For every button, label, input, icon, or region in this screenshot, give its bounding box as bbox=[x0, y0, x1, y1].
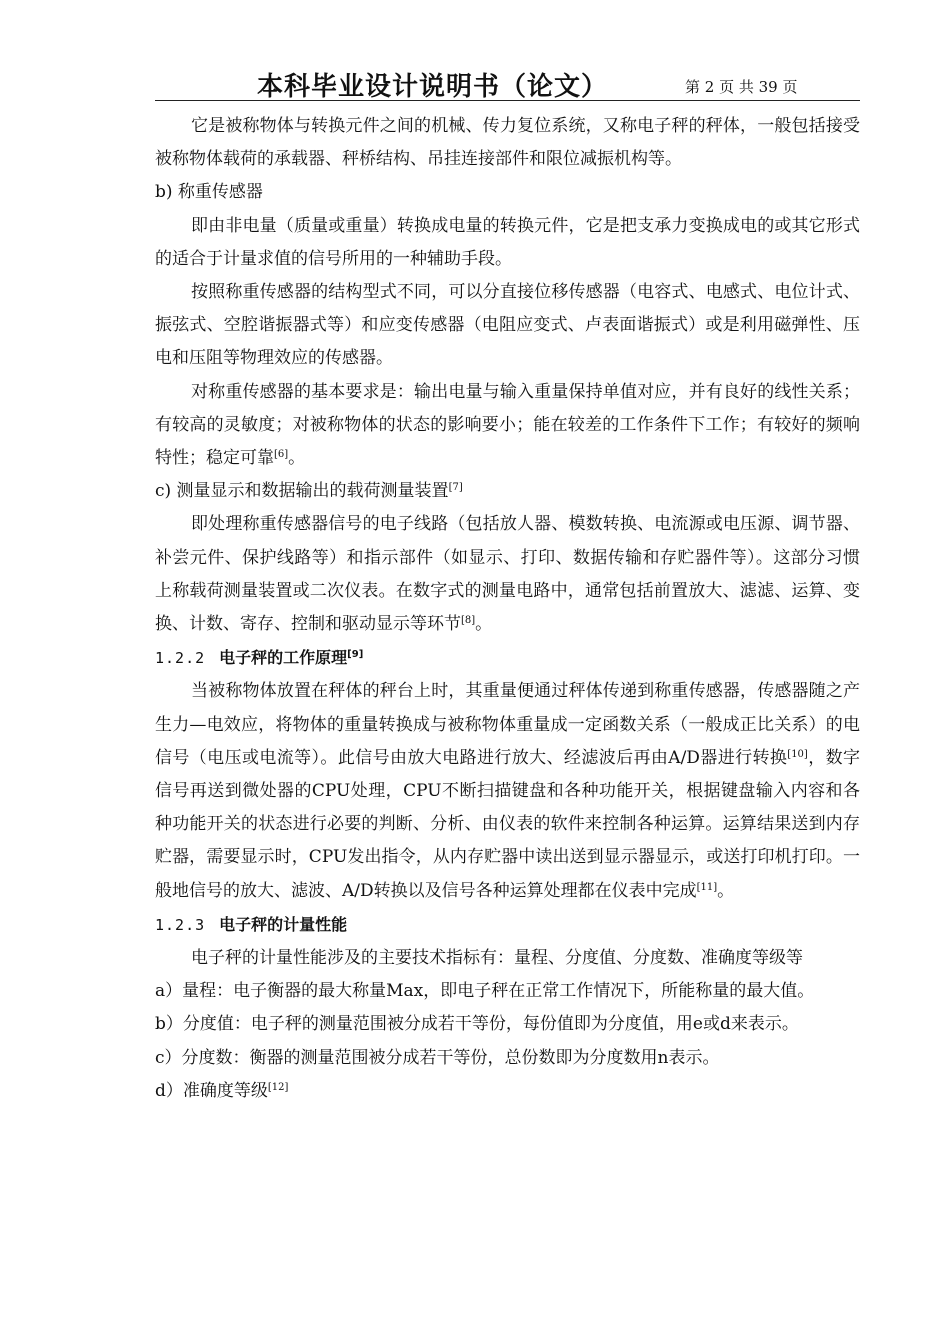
section-heading bbox=[155, 641, 860, 675]
paragraph-text: ，数字信号再送到微处器的CPU处理，CPU不断扫描键盘和各种功能开关，根据键盘输入内容和各种功能开关的状态进行必要的判断、分析、由仪表的软件来控制各种运算。运算结果送到内存贮器，需要显示时，CPU发出指令，从内存贮器中读出送到显示器显示，或送打印机打印。一般地信号的放大、滤波、A/D转换以及信号各种运算处理都在仪表中完成 bbox=[155, 747, 861, 901]
paragraph bbox=[155, 675, 860, 907]
punctuation: 。 bbox=[288, 448, 306, 469]
document-body bbox=[155, 110, 860, 1108]
paragraph: 电子秤的计量性能涉及的主要技术指标有：量程、分度值、分度数、准确度等级等 bbox=[191, 948, 803, 969]
citation: [12] bbox=[267, 1081, 289, 1093]
list-item: a）量程：电子衡器的最大称量Max，即电子秤在正常工作情况下，所能称量的最大值。 bbox=[155, 981, 815, 1002]
citation: [8] bbox=[461, 615, 476, 627]
citation: [6] bbox=[274, 449, 289, 461]
header-title: 本科毕业设计说明书（论文） bbox=[257, 72, 609, 102]
list-item-text: d）准确度等级 bbox=[155, 1080, 268, 1101]
paragraph bbox=[155, 376, 860, 476]
citation: [11] bbox=[696, 881, 718, 893]
list-item bbox=[155, 1075, 860, 1108]
list-item: b) 称重传感器 bbox=[155, 182, 263, 203]
paragraph bbox=[155, 508, 860, 641]
punctuation: 。 bbox=[475, 614, 493, 635]
list-item: c）分度数：衡器的测量范围被分成若干等份，总份数即为分度数用n表示。 bbox=[155, 1047, 720, 1068]
list-item bbox=[155, 475, 860, 508]
paragraph-text: 对称重传感器的基本要求是：输出电量与输入重量保持单值对应，并有良好的线性关系；有较高的灵敏度；对被称物体的状态的影响要小；能在较差的工作条件下工作；有较好的频响特性；稳定可靠 bbox=[155, 381, 860, 469]
paragraph-text: 即处理称重传感器信号的电子线路（包括放人器、模数转换、电流源或电压源、调节器、补尝元件、保护线路等）和指示部件（如显示、打印、数据传输和存贮器件等）。这部分习惯上称载荷测量装置或二次仪表。在数字式的测量电路中，通常包括前置放大、滤滤、运算、变换、计数、寄存、控制和驱动显示等环节 bbox=[155, 514, 860, 635]
section-title: 电子秤的计量性能 bbox=[219, 914, 348, 934]
page-number: 第 2 页 共 39 页 bbox=[685, 78, 798, 96]
list-item-text: c) 测量显示和数据输出的载荷测量装置 bbox=[155, 481, 449, 502]
citation: [9] bbox=[347, 649, 364, 661]
section-number: 1.2.3 bbox=[155, 915, 206, 934]
paragraph-text: 当被称物体放置在秤体的秤台上时，其重量便通过秤体传递到称重传感器，传感器随之产生力—电效应，将物体的重量转换成与被称物体重量成一定函数关系（一般成正比关系）的电信号（电压或电流等）。此信号由放大电路进行放大、经滤波后再由A/D器进行转换 bbox=[155, 681, 860, 768]
page-header bbox=[155, 64, 860, 101]
punctuation: 。 bbox=[717, 880, 735, 901]
citation: [7] bbox=[448, 482, 463, 494]
section-title: 电子秤的工作原理 bbox=[219, 648, 348, 668]
paragraph: 它是被称物体与转换元件之间的机械、传力复位系统，又称电子秤的秤体，一般包括接受被称物体载荷的承载器、秤桥结构、吊挂连接部件和限位减振机构等。 bbox=[155, 116, 860, 170]
list-item: b）分度值：电子秤的测量范围被分成若干等份，每份值即为分度值，用e或d来表示。 bbox=[155, 1014, 799, 1035]
paragraph: 即由非电量（质量或重量）转换成电量的转换元件，它是把支承力变换成电的或其它形式的适合于计量求值的信号所用的一种辅助手段。 bbox=[155, 215, 860, 269]
section-heading bbox=[155, 908, 860, 942]
paragraph: 按照称重传感器的结构型式不同，可以分直接位移传感器（电容式、电感式、电位计式、振弦式、空腔谐振器式等）和应变传感器（电阻应变式、卢表面谐振式）或是利用磁弹性、压电和压阻等物理效应的传感器。 bbox=[155, 282, 860, 369]
section-number: 1.2.2 bbox=[155, 649, 206, 668]
citation: [10] bbox=[787, 748, 808, 760]
